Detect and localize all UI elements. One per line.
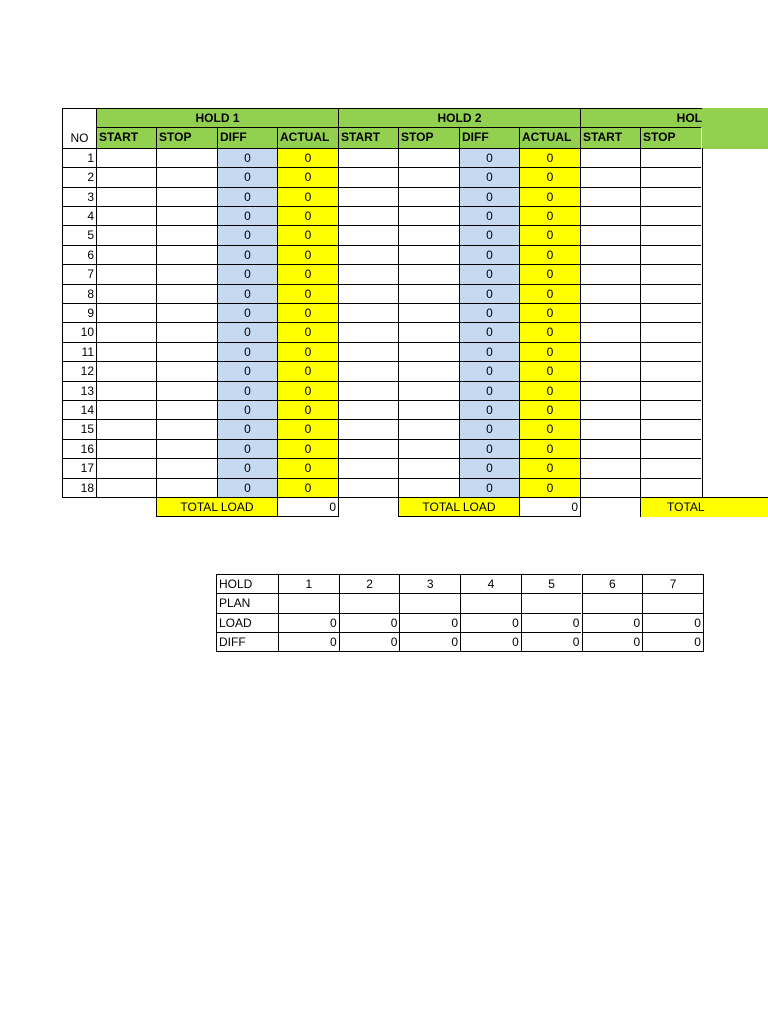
stop-input-cell[interactable] [398, 167, 459, 187]
stop-input-cell[interactable] [156, 419, 217, 439]
stop-input-cell[interactable] [398, 342, 459, 362]
grid-line [702, 245, 703, 265]
stop-input-cell[interactable] [640, 187, 701, 207]
diff-cell[interactable]: 0 [459, 400, 519, 420]
diff-cell[interactable]: 0 [459, 303, 519, 323]
stop-input-cell[interactable] [156, 361, 217, 381]
stop-input-cell[interactable] [156, 264, 217, 284]
grid-line [702, 419, 703, 439]
actual-cell[interactable]: 0 [277, 264, 338, 284]
actual-cell[interactable]: 0 [519, 264, 580, 284]
column-header-stop[interactable]: STOP [398, 127, 459, 147]
actual-cell[interactable]: 0 [519, 419, 580, 439]
grid-line [702, 458, 703, 478]
stop-input-cell[interactable] [398, 264, 459, 284]
row-number[interactable]: 18 [62, 478, 96, 498]
stop-input-cell[interactable] [640, 400, 701, 420]
diff-cell[interactable]: 0 [217, 478, 277, 498]
total-load-label[interactable]: TOTAL LOAD [156, 497, 277, 517]
stop-input-cell[interactable] [156, 400, 217, 420]
stop-input-cell[interactable] [156, 167, 217, 187]
diff-cell[interactable]: 0 [217, 419, 277, 439]
stop-input-cell[interactable] [156, 148, 217, 168]
total-load-label[interactable]: TOTAL [640, 497, 768, 517]
row-number[interactable]: 2 [62, 167, 96, 187]
diff-cell[interactable]: 0 [459, 439, 519, 459]
stop-input-cell[interactable] [398, 225, 459, 245]
start-input-cell[interactable] [96, 225, 156, 245]
grid-line [702, 264, 703, 284]
start-input-cell[interactable] [580, 400, 640, 420]
stop-input-cell[interactable] [398, 419, 459, 439]
actual-cell[interactable]: 0 [277, 245, 338, 265]
summary-plan-cell[interactable] [399, 593, 460, 613]
stop-input-cell[interactable] [156, 225, 217, 245]
start-input-cell[interactable] [338, 187, 398, 207]
grid-line [62, 108, 580, 109]
diff-cell[interactable]: 0 [459, 264, 519, 284]
diff-cell[interactable]: 0 [459, 167, 519, 187]
diff-cell[interactable]: 0 [459, 148, 519, 168]
row-number[interactable]: 3 [62, 187, 96, 207]
actual-cell[interactable]: 0 [519, 342, 580, 362]
summary-diff-cell[interactable]: 0 [399, 632, 460, 652]
actual-cell[interactable]: 0 [519, 303, 580, 323]
diff-cell[interactable]: 0 [217, 303, 277, 323]
stop-input-cell[interactable] [398, 361, 459, 381]
summary-load-cell[interactable]: 0 [582, 613, 643, 633]
stop-input-cell[interactable] [398, 478, 459, 498]
diff-cell[interactable]: 0 [217, 381, 277, 401]
stop-input-cell[interactable] [398, 400, 459, 420]
diff-cell[interactable]: 0 [459, 419, 519, 439]
start-input-cell[interactable] [338, 284, 398, 304]
diff-cell[interactable]: 0 [217, 361, 277, 381]
hold-title-3[interactable]: HOL [580, 108, 768, 128]
stop-input-cell[interactable] [398, 284, 459, 304]
start-input-cell[interactable] [580, 187, 640, 207]
stop-input-cell[interactable] [640, 167, 701, 187]
start-input-cell[interactable] [96, 400, 156, 420]
stop-input-cell[interactable] [640, 458, 701, 478]
start-input-cell[interactable] [580, 264, 640, 284]
stop-input-cell[interactable] [398, 206, 459, 226]
diff-cell[interactable]: 0 [459, 284, 519, 304]
stop-input-cell[interactable] [640, 361, 701, 381]
diff-cell[interactable]: 0 [217, 284, 277, 304]
actual-cell[interactable]: 0 [277, 458, 338, 478]
start-input-cell[interactable] [580, 148, 640, 168]
stop-input-cell[interactable] [640, 478, 701, 498]
grid-line [702, 342, 703, 362]
row-number[interactable]: 4 [62, 206, 96, 226]
summary-hold-number[interactable]: 3 [399, 574, 460, 594]
actual-cell[interactable]: 0 [519, 361, 580, 381]
stop-input-cell[interactable] [156, 439, 217, 459]
start-input-cell[interactable] [580, 322, 640, 342]
actual-cell[interactable]: 0 [277, 225, 338, 245]
summary-diff-cell[interactable]: 0 [278, 632, 339, 652]
start-input-cell[interactable] [338, 167, 398, 187]
summary-hold-number[interactable]: 5 [521, 574, 582, 594]
start-input-cell[interactable] [580, 361, 640, 381]
row-number[interactable]: 15 [62, 419, 96, 439]
row-number[interactable]: 14 [62, 400, 96, 420]
diff-cell[interactable]: 0 [217, 225, 277, 245]
start-input-cell[interactable] [96, 381, 156, 401]
start-input-cell[interactable] [580, 284, 640, 304]
start-input-cell[interactable] [580, 245, 640, 265]
diff-cell[interactable]: 0 [217, 342, 277, 362]
start-input-cell[interactable] [338, 303, 398, 323]
grid-line [702, 148, 703, 168]
stop-input-cell[interactable] [640, 322, 701, 342]
summary-load-cell[interactable]: 0 [278, 613, 339, 633]
stop-input-cell[interactable] [398, 381, 459, 401]
summary-row-label[interactable]: HOLD [216, 574, 278, 594]
grid-line [702, 167, 703, 187]
row-number[interactable]: 17 [62, 458, 96, 478]
summary-diff-cell[interactable]: 0 [339, 632, 400, 652]
header-overflow [702, 108, 768, 149]
start-input-cell[interactable] [580, 439, 640, 459]
diff-cell[interactable]: 0 [459, 225, 519, 245]
diff-cell[interactable]: 0 [217, 245, 277, 265]
start-input-cell[interactable] [96, 167, 156, 187]
start-input-cell[interactable] [96, 303, 156, 323]
start-input-cell[interactable] [338, 342, 398, 362]
stop-input-cell[interactable] [398, 322, 459, 342]
grid-line [702, 303, 703, 323]
start-input-cell[interactable] [580, 303, 640, 323]
actual-cell[interactable]: 0 [277, 478, 338, 498]
hold-title-2[interactable]: HOLD 2 [338, 108, 580, 128]
start-input-cell[interactable] [338, 439, 398, 459]
no-header[interactable]: NO [62, 108, 96, 148]
stop-input-cell[interactable] [156, 206, 217, 226]
diff-cell[interactable]: 0 [217, 458, 277, 478]
summary-load-cell[interactable]: 0 [642, 613, 703, 633]
row-number[interactable]: 13 [62, 381, 96, 401]
actual-cell[interactable]: 0 [519, 322, 580, 342]
start-input-cell[interactable] [338, 400, 398, 420]
start-input-cell[interactable] [338, 419, 398, 439]
summary-hold-number[interactable]: 4 [460, 574, 521, 594]
diff-cell[interactable]: 0 [217, 167, 277, 187]
diff-cell[interactable]: 0 [459, 245, 519, 265]
stop-input-cell[interactable] [398, 148, 459, 168]
grid-line [702, 225, 703, 245]
grid-line [62, 497, 703, 498]
stop-input-cell[interactable] [640, 206, 701, 226]
column-header-actual[interactable]: ACTUAL [277, 127, 338, 147]
actual-cell[interactable]: 0 [277, 206, 338, 226]
start-input-cell[interactable] [96, 419, 156, 439]
actual-cell[interactable]: 0 [519, 245, 580, 265]
stop-input-cell[interactable] [640, 284, 701, 304]
grid-line [580, 497, 581, 517]
grid-line [702, 187, 703, 207]
total-load-value[interactable]: 0 [277, 497, 338, 517]
summary-plan-cell[interactable] [582, 593, 643, 613]
diff-cell[interactable]: 0 [459, 206, 519, 226]
summary-load-cell[interactable]: 0 [399, 613, 460, 633]
start-input-cell[interactable] [580, 167, 640, 187]
summary-row-label[interactable]: DIFF [216, 632, 278, 652]
start-input-cell[interactable] [580, 458, 640, 478]
row-number[interactable]: 5 [62, 225, 96, 245]
diff-cell[interactable]: 0 [459, 478, 519, 498]
actual-cell[interactable]: 0 [277, 284, 338, 304]
start-input-cell[interactable] [580, 381, 640, 401]
summary-hold-number[interactable]: 2 [339, 574, 400, 594]
actual-cell[interactable]: 0 [277, 322, 338, 342]
stop-input-cell[interactable] [156, 303, 217, 323]
actual-cell[interactable]: 0 [277, 439, 338, 459]
start-input-cell[interactable] [338, 264, 398, 284]
stop-input-cell[interactable] [398, 439, 459, 459]
actual-cell[interactable]: 0 [519, 284, 580, 304]
actual-cell[interactable]: 0 [519, 187, 580, 207]
diff-cell[interactable]: 0 [459, 322, 519, 342]
row-number[interactable]: 12 [62, 361, 96, 381]
actual-cell[interactable]: 0 [519, 225, 580, 245]
diff-cell[interactable]: 0 [459, 342, 519, 362]
actual-cell[interactable]: 0 [277, 303, 338, 323]
diff-cell[interactable]: 0 [459, 458, 519, 478]
actual-cell[interactable]: 0 [519, 167, 580, 187]
grid-line [216, 651, 704, 652]
stop-input-cell[interactable] [640, 148, 701, 168]
stop-input-cell[interactable] [156, 284, 217, 304]
diff-cell[interactable]: 0 [217, 187, 277, 207]
row-number[interactable]: 11 [62, 342, 96, 362]
start-input-cell[interactable] [338, 322, 398, 342]
stop-input-cell[interactable] [398, 245, 459, 265]
stop-input-cell[interactable] [640, 342, 701, 362]
actual-cell[interactable]: 0 [277, 419, 338, 439]
row-number[interactable]: 1 [62, 148, 96, 168]
summary-diff-cell[interactable]: 0 [642, 632, 703, 652]
summary-plan-cell[interactable] [339, 593, 400, 613]
column-header-start[interactable]: START [96, 127, 156, 147]
grid-line [702, 206, 703, 226]
start-input-cell[interactable] [580, 478, 640, 498]
stop-input-cell[interactable] [156, 458, 217, 478]
start-input-cell[interactable] [96, 206, 156, 226]
start-input-cell[interactable] [580, 206, 640, 226]
grid-line [702, 284, 703, 304]
start-input-cell[interactable] [338, 381, 398, 401]
grid-line [156, 516, 339, 517]
actual-cell[interactable]: 0 [277, 187, 338, 207]
diff-cell[interactable]: 0 [217, 148, 277, 168]
grid-line [702, 400, 703, 420]
stop-input-cell[interactable] [640, 303, 701, 323]
diff-cell[interactable]: 0 [217, 322, 277, 342]
actual-cell[interactable]: 0 [519, 439, 580, 459]
grid-line [702, 322, 703, 342]
grid-line [62, 108, 63, 498]
summary-load-cell[interactable]: 0 [521, 613, 582, 633]
grid-line [398, 516, 581, 517]
stop-input-cell[interactable] [156, 381, 217, 401]
row-number[interactable]: 16 [62, 439, 96, 459]
summary-plan-cell[interactable] [521, 593, 582, 613]
start-input-cell[interactable] [338, 458, 398, 478]
start-input-cell[interactable] [96, 148, 156, 168]
start-input-cell[interactable] [96, 478, 156, 498]
total-load-label[interactable]: TOTAL LOAD [398, 497, 519, 517]
actual-cell[interactable]: 0 [519, 478, 580, 498]
column-header-stop[interactable]: STOP [156, 127, 217, 147]
start-input-cell[interactable] [338, 206, 398, 226]
summary-hold-number[interactable]: 7 [642, 574, 703, 594]
actual-cell[interactable]: 0 [519, 148, 580, 168]
summary-hold-number[interactable]: 1 [278, 574, 339, 594]
stop-input-cell[interactable] [156, 245, 217, 265]
stop-input-cell[interactable] [640, 264, 701, 284]
actual-cell[interactable]: 0 [519, 206, 580, 226]
start-input-cell[interactable] [338, 225, 398, 245]
summary-plan-cell[interactable] [278, 593, 339, 613]
actual-cell[interactable]: 0 [519, 381, 580, 401]
stop-input-cell[interactable] [640, 225, 701, 245]
start-input-cell[interactable] [96, 439, 156, 459]
diff-cell[interactable]: 0 [459, 381, 519, 401]
stop-input-cell[interactable] [156, 187, 217, 207]
row-number[interactable]: 9 [62, 303, 96, 323]
start-input-cell[interactable] [338, 478, 398, 498]
summary-plan-cell[interactable] [460, 593, 521, 613]
start-input-cell[interactable] [338, 148, 398, 168]
actual-cell[interactable]: 0 [277, 342, 338, 362]
stop-input-cell[interactable] [398, 458, 459, 478]
start-input-cell[interactable] [96, 322, 156, 342]
start-input-cell[interactable] [96, 284, 156, 304]
start-input-cell[interactable] [96, 264, 156, 284]
stop-input-cell[interactable] [398, 303, 459, 323]
grid-line [338, 497, 339, 517]
stop-input-cell[interactable] [640, 439, 701, 459]
summary-row-label[interactable]: LOAD [216, 613, 278, 633]
column-header-diff[interactable]: DIFF [459, 127, 519, 147]
diff-cell[interactable]: 0 [217, 400, 277, 420]
start-input-cell[interactable] [96, 245, 156, 265]
stop-input-cell[interactable] [156, 342, 217, 362]
actual-cell[interactable]: 0 [519, 458, 580, 478]
stop-input-cell[interactable] [640, 381, 701, 401]
column-header-diff[interactable]: DIFF [217, 127, 277, 147]
start-input-cell[interactable] [96, 187, 156, 207]
grid-line [702, 361, 703, 381]
actual-cell[interactable]: 0 [277, 381, 338, 401]
start-input-cell[interactable] [338, 361, 398, 381]
stop-input-cell[interactable] [640, 245, 701, 265]
grid-line [703, 574, 704, 652]
stop-input-cell[interactable] [156, 322, 217, 342]
column-header-actual[interactable]: ACTUAL [519, 127, 580, 147]
actual-cell[interactable]: 0 [277, 361, 338, 381]
column-header-start[interactable]: START [338, 127, 398, 147]
start-input-cell[interactable] [580, 419, 640, 439]
stop-input-cell[interactable] [640, 419, 701, 439]
actual-cell[interactable]: 0 [519, 400, 580, 420]
summary-diff-cell[interactable]: 0 [460, 632, 521, 652]
diff-cell[interactable]: 0 [217, 206, 277, 226]
column-header-start[interactable]: START [580, 127, 640, 147]
total-load-value[interactable]: 0 [519, 497, 580, 517]
diff-cell[interactable]: 0 [459, 361, 519, 381]
grid-line [702, 439, 703, 459]
start-input-cell[interactable] [338, 245, 398, 265]
column-header-stop[interactable]: STOP [640, 127, 701, 147]
diff-cell[interactable]: 0 [217, 439, 277, 459]
stop-input-cell[interactable] [156, 478, 217, 498]
summary-load-cell[interactable]: 0 [460, 613, 521, 633]
grid-line [702, 478, 703, 498]
actual-cell[interactable]: 0 [277, 148, 338, 168]
row-number[interactable]: 8 [62, 284, 96, 304]
row-number[interactable]: 10 [62, 322, 96, 342]
summary-load-cell[interactable]: 0 [339, 613, 400, 633]
hold-title-1[interactable]: HOLD 1 [96, 108, 338, 128]
row-number[interactable]: 7 [62, 264, 96, 284]
row-number[interactable]: 6 [62, 245, 96, 265]
start-input-cell[interactable] [580, 342, 640, 362]
summary-row-label[interactable]: PLAN [216, 593, 278, 613]
stop-input-cell[interactable] [398, 187, 459, 207]
summary-diff-cell[interactable]: 0 [521, 632, 582, 652]
actual-cell[interactable]: 0 [277, 167, 338, 187]
start-input-cell[interactable] [96, 458, 156, 478]
summary-diff-cell[interactable]: 0 [582, 632, 643, 652]
summary-plan-cell[interactable] [642, 593, 703, 613]
start-input-cell[interactable] [96, 361, 156, 381]
start-input-cell[interactable] [96, 342, 156, 362]
diff-cell[interactable]: 0 [459, 187, 519, 207]
actual-cell[interactable]: 0 [277, 400, 338, 420]
start-input-cell[interactable] [580, 225, 640, 245]
summary-hold-number[interactable]: 6 [582, 574, 643, 594]
grid-line [702, 381, 703, 401]
diff-cell[interactable]: 0 [217, 264, 277, 284]
